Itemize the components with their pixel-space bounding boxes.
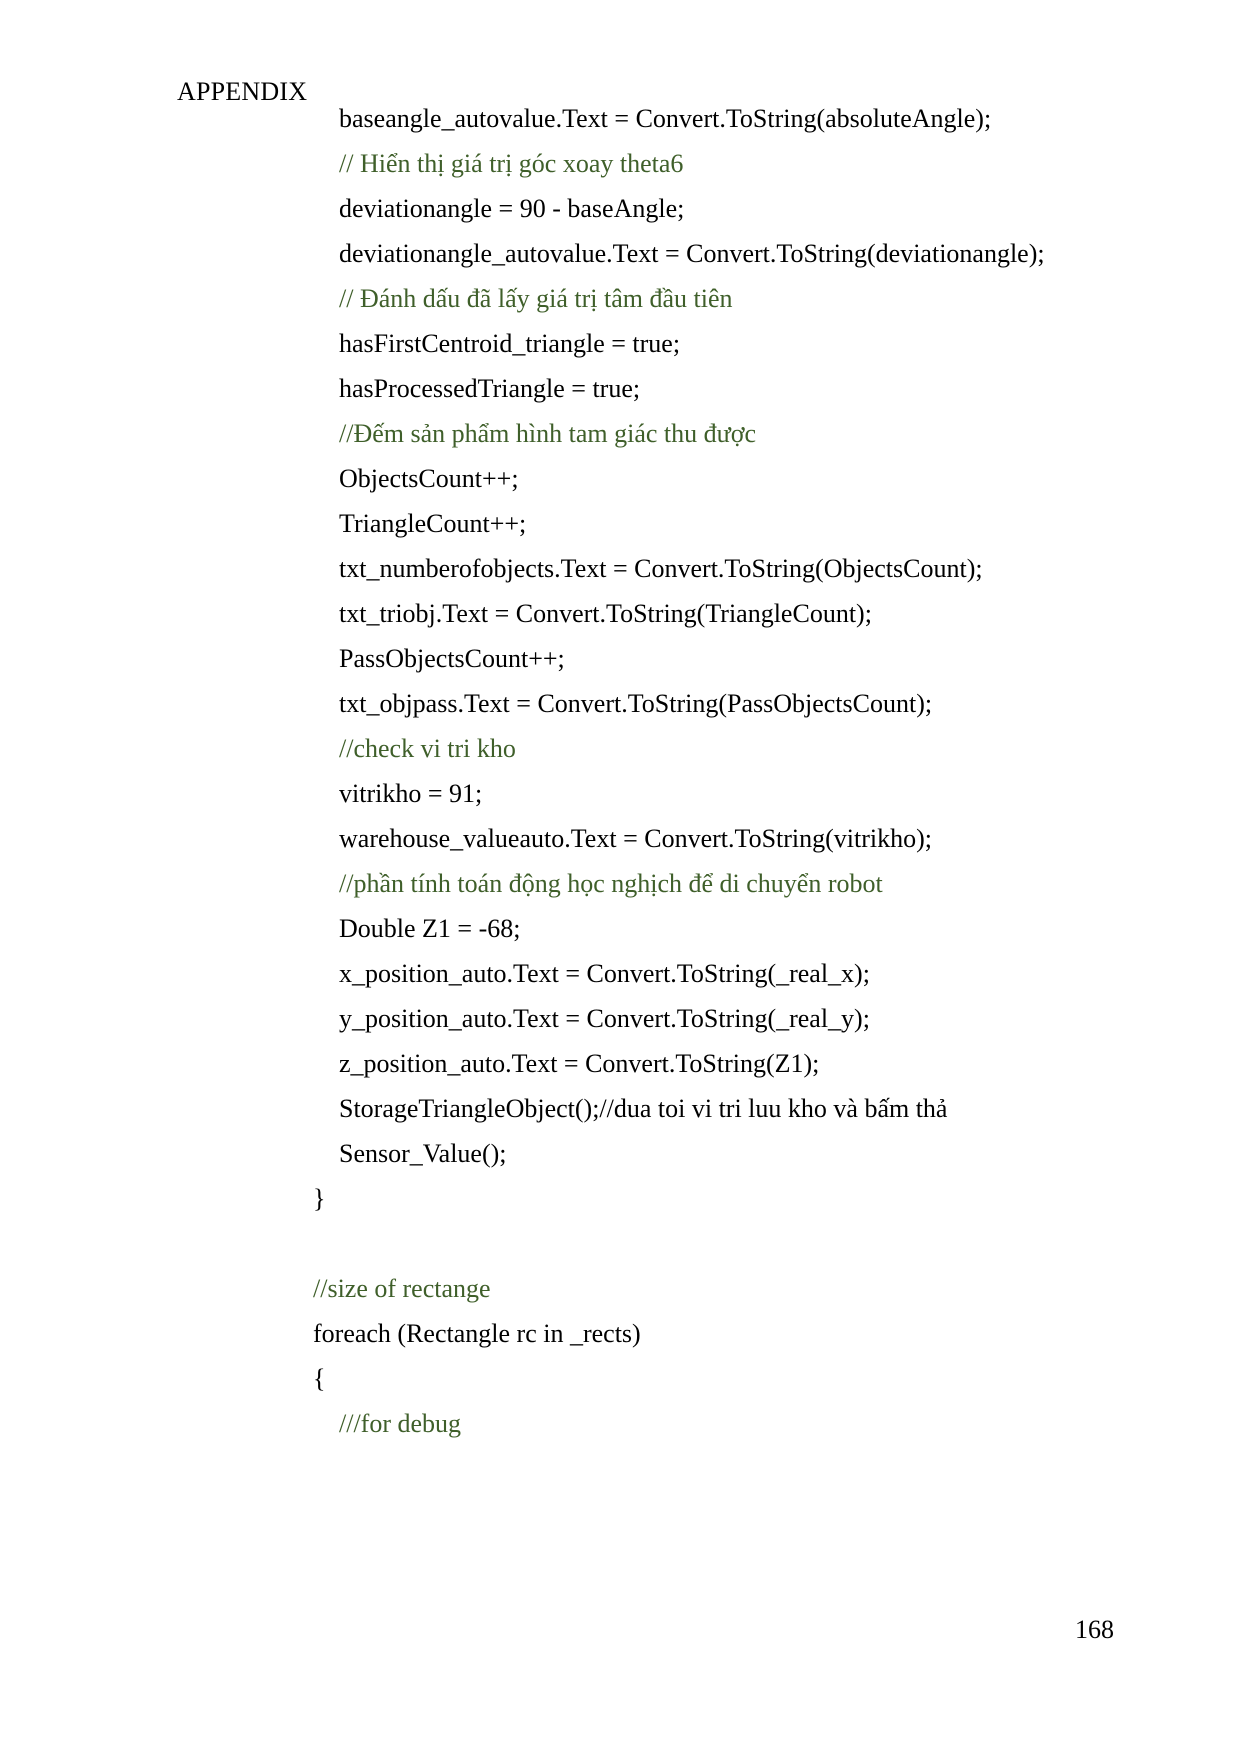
code-comment-line: ///for debug xyxy=(339,1409,462,1438)
code-line: x_position_auto.Text = Convert.ToString(_real_x); xyxy=(339,959,870,988)
code-line: StorageTriangleObject();//dua toi vi tri luu kho và bấm thả xyxy=(339,1094,948,1123)
page-header: APPENDIX xyxy=(177,77,308,106)
code-line: hasProcessedTriangle = true; xyxy=(339,374,641,403)
code-line: hasFirstCentroid_triangle = true; xyxy=(339,329,681,358)
code-comment-line: //size of rectange xyxy=(313,1274,491,1303)
code-line: deviationangle = 90 - baseAngle; xyxy=(339,194,685,223)
code-line: Double Z1 = -68; xyxy=(339,914,521,943)
code-line: deviationangle_autovalue.Text = Convert.ToString(deviationangle); xyxy=(339,239,1045,268)
code-line: y_position_auto.Text = Convert.ToString(_real_y); xyxy=(339,1004,870,1033)
code-line: } xyxy=(313,1184,326,1213)
code-line: warehouse_valueauto.Text = Convert.ToString(vitrikho); xyxy=(339,824,932,853)
code-line: { xyxy=(313,1364,326,1393)
code-comment-line: // Hiển thị giá trị góc xoay theta6 xyxy=(339,149,684,178)
code-line: z_position_auto.Text = Convert.ToString(Z1); xyxy=(339,1049,820,1078)
code-line: txt_triobj.Text = Convert.ToString(TriangleCount); xyxy=(339,599,872,628)
code-line: Sensor_Value(); xyxy=(339,1139,507,1168)
code-line: ObjectsCount++; xyxy=(339,464,519,493)
code-line: PassObjectsCount++; xyxy=(339,644,565,673)
page-number: 168 xyxy=(1075,1615,1114,1644)
code-comment-line: //check vi tri kho xyxy=(339,734,516,763)
code-comment-line: //Đếm sản phẩm hình tam giác thu được xyxy=(339,419,757,448)
code-comment-line: // Đánh dấu đã lấy giá trị tâm đầu tiên xyxy=(339,284,733,313)
code-line: txt_numberofobjects.Text = Convert.ToString(ObjectsCount); xyxy=(339,554,983,583)
code-line: TriangleCount++; xyxy=(339,509,527,538)
code-line: baseangle_autovalue.Text = Convert.ToString(absoluteAngle); xyxy=(339,104,992,133)
code-line: txt_objpass.Text = Convert.ToString(PassObjectsCount); xyxy=(339,689,933,718)
code-line: foreach (Rectangle rc in _rects) xyxy=(313,1319,641,1348)
code-line: vitrikho = 91; xyxy=(339,779,483,808)
code-comment-line: //phần tính toán động học nghịch để di chuyển robot xyxy=(339,869,883,898)
